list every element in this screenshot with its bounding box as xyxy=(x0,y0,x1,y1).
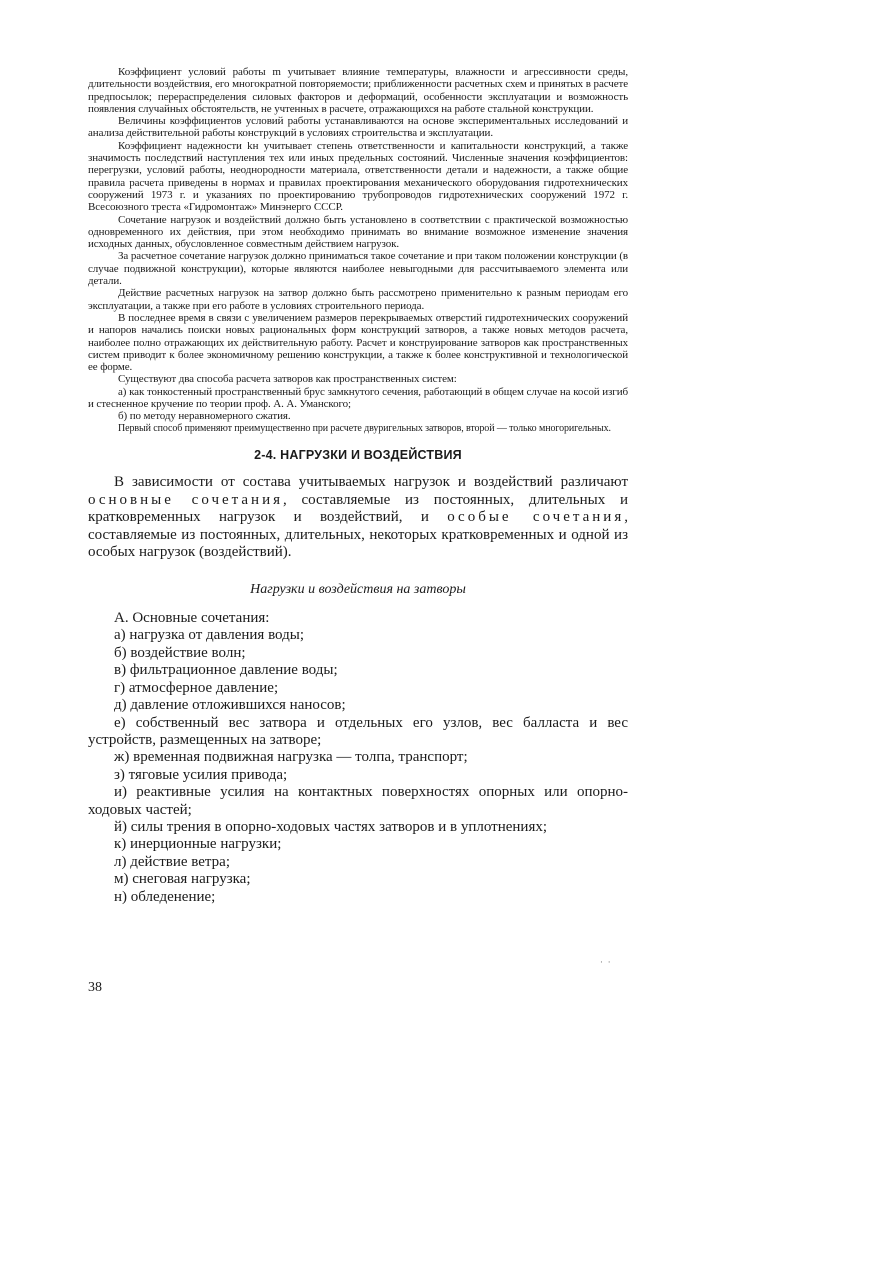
intro-part-3: , составляемые из постоянных, длительных, некоторых кратковременных и одной из особых нагрузок (воздействий). xyxy=(88,509,628,561)
list-item: а) нагрузка от давления воды; xyxy=(114,627,304,644)
list-item: л) действие ветра; xyxy=(114,853,230,870)
list-item: г) атмосферное давление; xyxy=(114,679,279,696)
list-item: й) силы трения в опорно-ходовых частях затворов и в уплотнениях; xyxy=(114,818,548,835)
term-special-combinations: особые сочетания xyxy=(447,509,625,526)
list-item: м) снеговая нагрузка; xyxy=(114,871,251,888)
section-title: 2-4. НАГРУЗКИ И ВОЗДЕЙСТВИЯ xyxy=(254,448,462,463)
intro-paragraph xyxy=(88,474,628,562)
list-item: в) фильтрационное давление воды; xyxy=(114,662,338,679)
method-a: а) как тонкостенный пространственный брус замкнутого сечения, работающий в общем случае на косой изгиб и стесненное кручение по теории проф. А. А. Уманского; xyxy=(88,385,628,411)
term-main-combinations: основные сочетания xyxy=(88,491,283,508)
paragraph-reliability: Коэффициент надежности kн учитывает степень ответственности и капитальности конструкций, а также значимость последствий наступления тех или иных предельных состояний. Численные значения коэффициентов: перегрузки, условий работы, неоднородности материала, ответственности детали и надежности, а также общие правила расчета приведены в нормах и правилах проектирования механического оборудования гидротехнических сооружений 1973 г. и указаниях по проектированию трубопроводов гидротехнических сооружений 1972 г. Всесоюзного треста «Гидромонтаж» Минэнерго СССР. xyxy=(88,139,628,214)
intro-part-1: В зависимости от состава учитываемых нагрузок и воздействий различают xyxy=(114,474,628,491)
paragraph-design-loads: Действие расчетных нагрузок на затвор должно быть рассмотрено применительно к разным периодам его эксплуатации, а также при его работе в условиях строительного периода. xyxy=(88,287,628,312)
paragraph-new-forms: В последнее время в связи с увеличением размеров перекрываемых отверстий гидротехнических сооружений и напоров начались поиски новых рациональных форм конструкций затворов, а также новых методов расчета, наиболее полно отражающих их действительную работу. Расчет и конструирование затворов как пространственных систем приводит к более экономичному решению конструкции, а также к более конструктивной и технологической ее форме. xyxy=(88,311,628,374)
list-item: н) обледенение; xyxy=(114,888,216,905)
body-text-small xyxy=(88,66,628,434)
footnote: Первый способ применяют преимущественно при расчете двуригельных затворов, второй — только многоригельных. xyxy=(118,422,611,434)
list-item: б) воздействие волн; xyxy=(114,644,246,661)
list-item: и) реактивные усилия на контактных поверхностях опорных или опорно-ходовых частей; xyxy=(88,784,628,818)
loads-list xyxy=(88,610,628,906)
list-item: к) инерционные нагрузки; xyxy=(114,836,282,853)
intro-block xyxy=(88,474,628,562)
scan-artifact: · · xyxy=(600,958,612,968)
list-heading: А. Основные сочетания: xyxy=(114,610,270,627)
paragraph-load-combination: Сочетание нагрузок и воздействий должно быть установлено в соответствии с практической возможностью одновременного их действия, при этом необходимо принимать во внимание возможное изменение значения исходных данных, обусловленное совместным действием нагрузок. xyxy=(88,213,628,251)
subheading: Нагрузки и воздействия на затворы xyxy=(250,582,466,598)
paragraph-design-combination: За расчетное сочетание нагрузок должно приниматься такое сочетание и при таком положении конструкции (в случае подвижной конструкции), которые являются наиболее невыгодными для рассчитываемого элемента или детали. xyxy=(88,250,628,288)
list-item: ж) временная подвижная нагрузка — толпа, транспорт; xyxy=(114,749,468,766)
method-b: б) по методу неравномерного сжатия. xyxy=(118,410,291,423)
page-content xyxy=(88,66,628,906)
paragraph-coefficient-values: Величины коэффициентов условий работы устанавливаются на основе экспериментальных исследований и анализа действительной работы конструкций в условиях строительства и эксплуатации. xyxy=(88,115,628,140)
intro-part-2: , составляемые из постоянных, длительных и кратковременных нагрузок и воздействий, и xyxy=(88,491,628,526)
list-item: д) давление отложившихся наносов; xyxy=(114,697,346,714)
page-number: 38 xyxy=(88,980,102,995)
list-item: з) тяговые усилия привода; xyxy=(114,766,288,783)
paragraph-two-methods: Существуют два способа расчета затворов как пространственных систем: xyxy=(118,373,457,386)
paragraph-work-conditions: Коэффициент условий работы m учитывает влияние температуры, влажности и агрессивности среды, длительности воздействия, его многократной повторяемости; приближенности расчетных схем и принятых в расчете предпосылок; перераспределения силовых факторов и деформаций, особенности эксплуатации и возможность появления случайных обстоятельств, не учтенных в расчете, отражающихся на работе стальной конструкции. xyxy=(88,66,628,115)
list-item: е) собственный вес затвора и отдельных его узлов, вес балласта и вес устройств, размещенных на затворе; xyxy=(88,714,628,748)
